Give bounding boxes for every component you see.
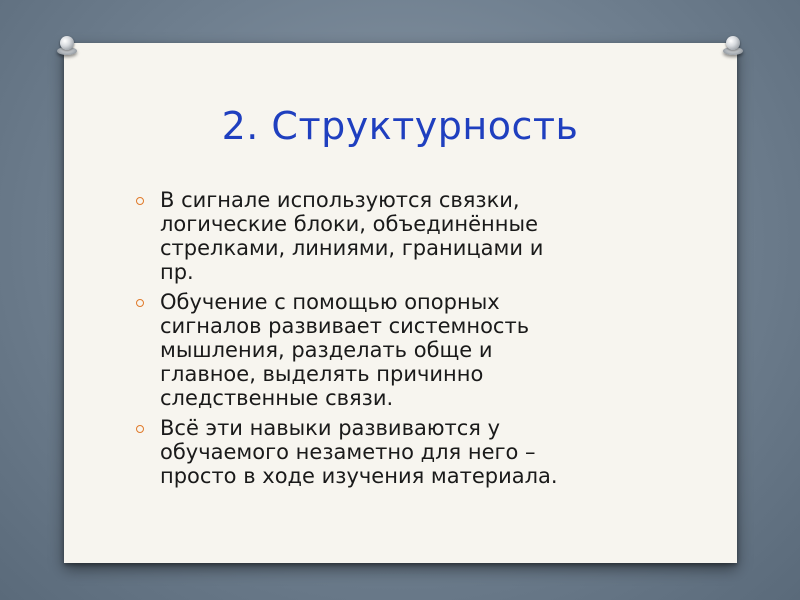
pushpin-left-icon xyxy=(59,36,75,52)
bullet-text: Всё эти навыки развиваются у обучаемого незаметно для него – просто в ходе изучения материала. xyxy=(160,416,558,488)
slide-title: 2. Структурность xyxy=(221,104,579,148)
bullet-text: Обучение с помощью опорных сигналов развивает системность мышления, разделать обще и главное, выделять причинно следственные связи. xyxy=(160,290,530,410)
circle-bullet-icon xyxy=(136,197,144,205)
pushpin-right-icon xyxy=(725,36,741,52)
circle-bullet-icon xyxy=(136,299,144,307)
bullet-item xyxy=(124,416,644,488)
bullet-item xyxy=(124,188,644,284)
bullet-item xyxy=(124,290,644,410)
bullet-text: В сигнале используются связки, логические блоки, объединённые стрелками, линиями, границами и пр. xyxy=(160,188,544,284)
circle-bullet-icon xyxy=(136,425,144,433)
bullet-list xyxy=(124,188,644,494)
